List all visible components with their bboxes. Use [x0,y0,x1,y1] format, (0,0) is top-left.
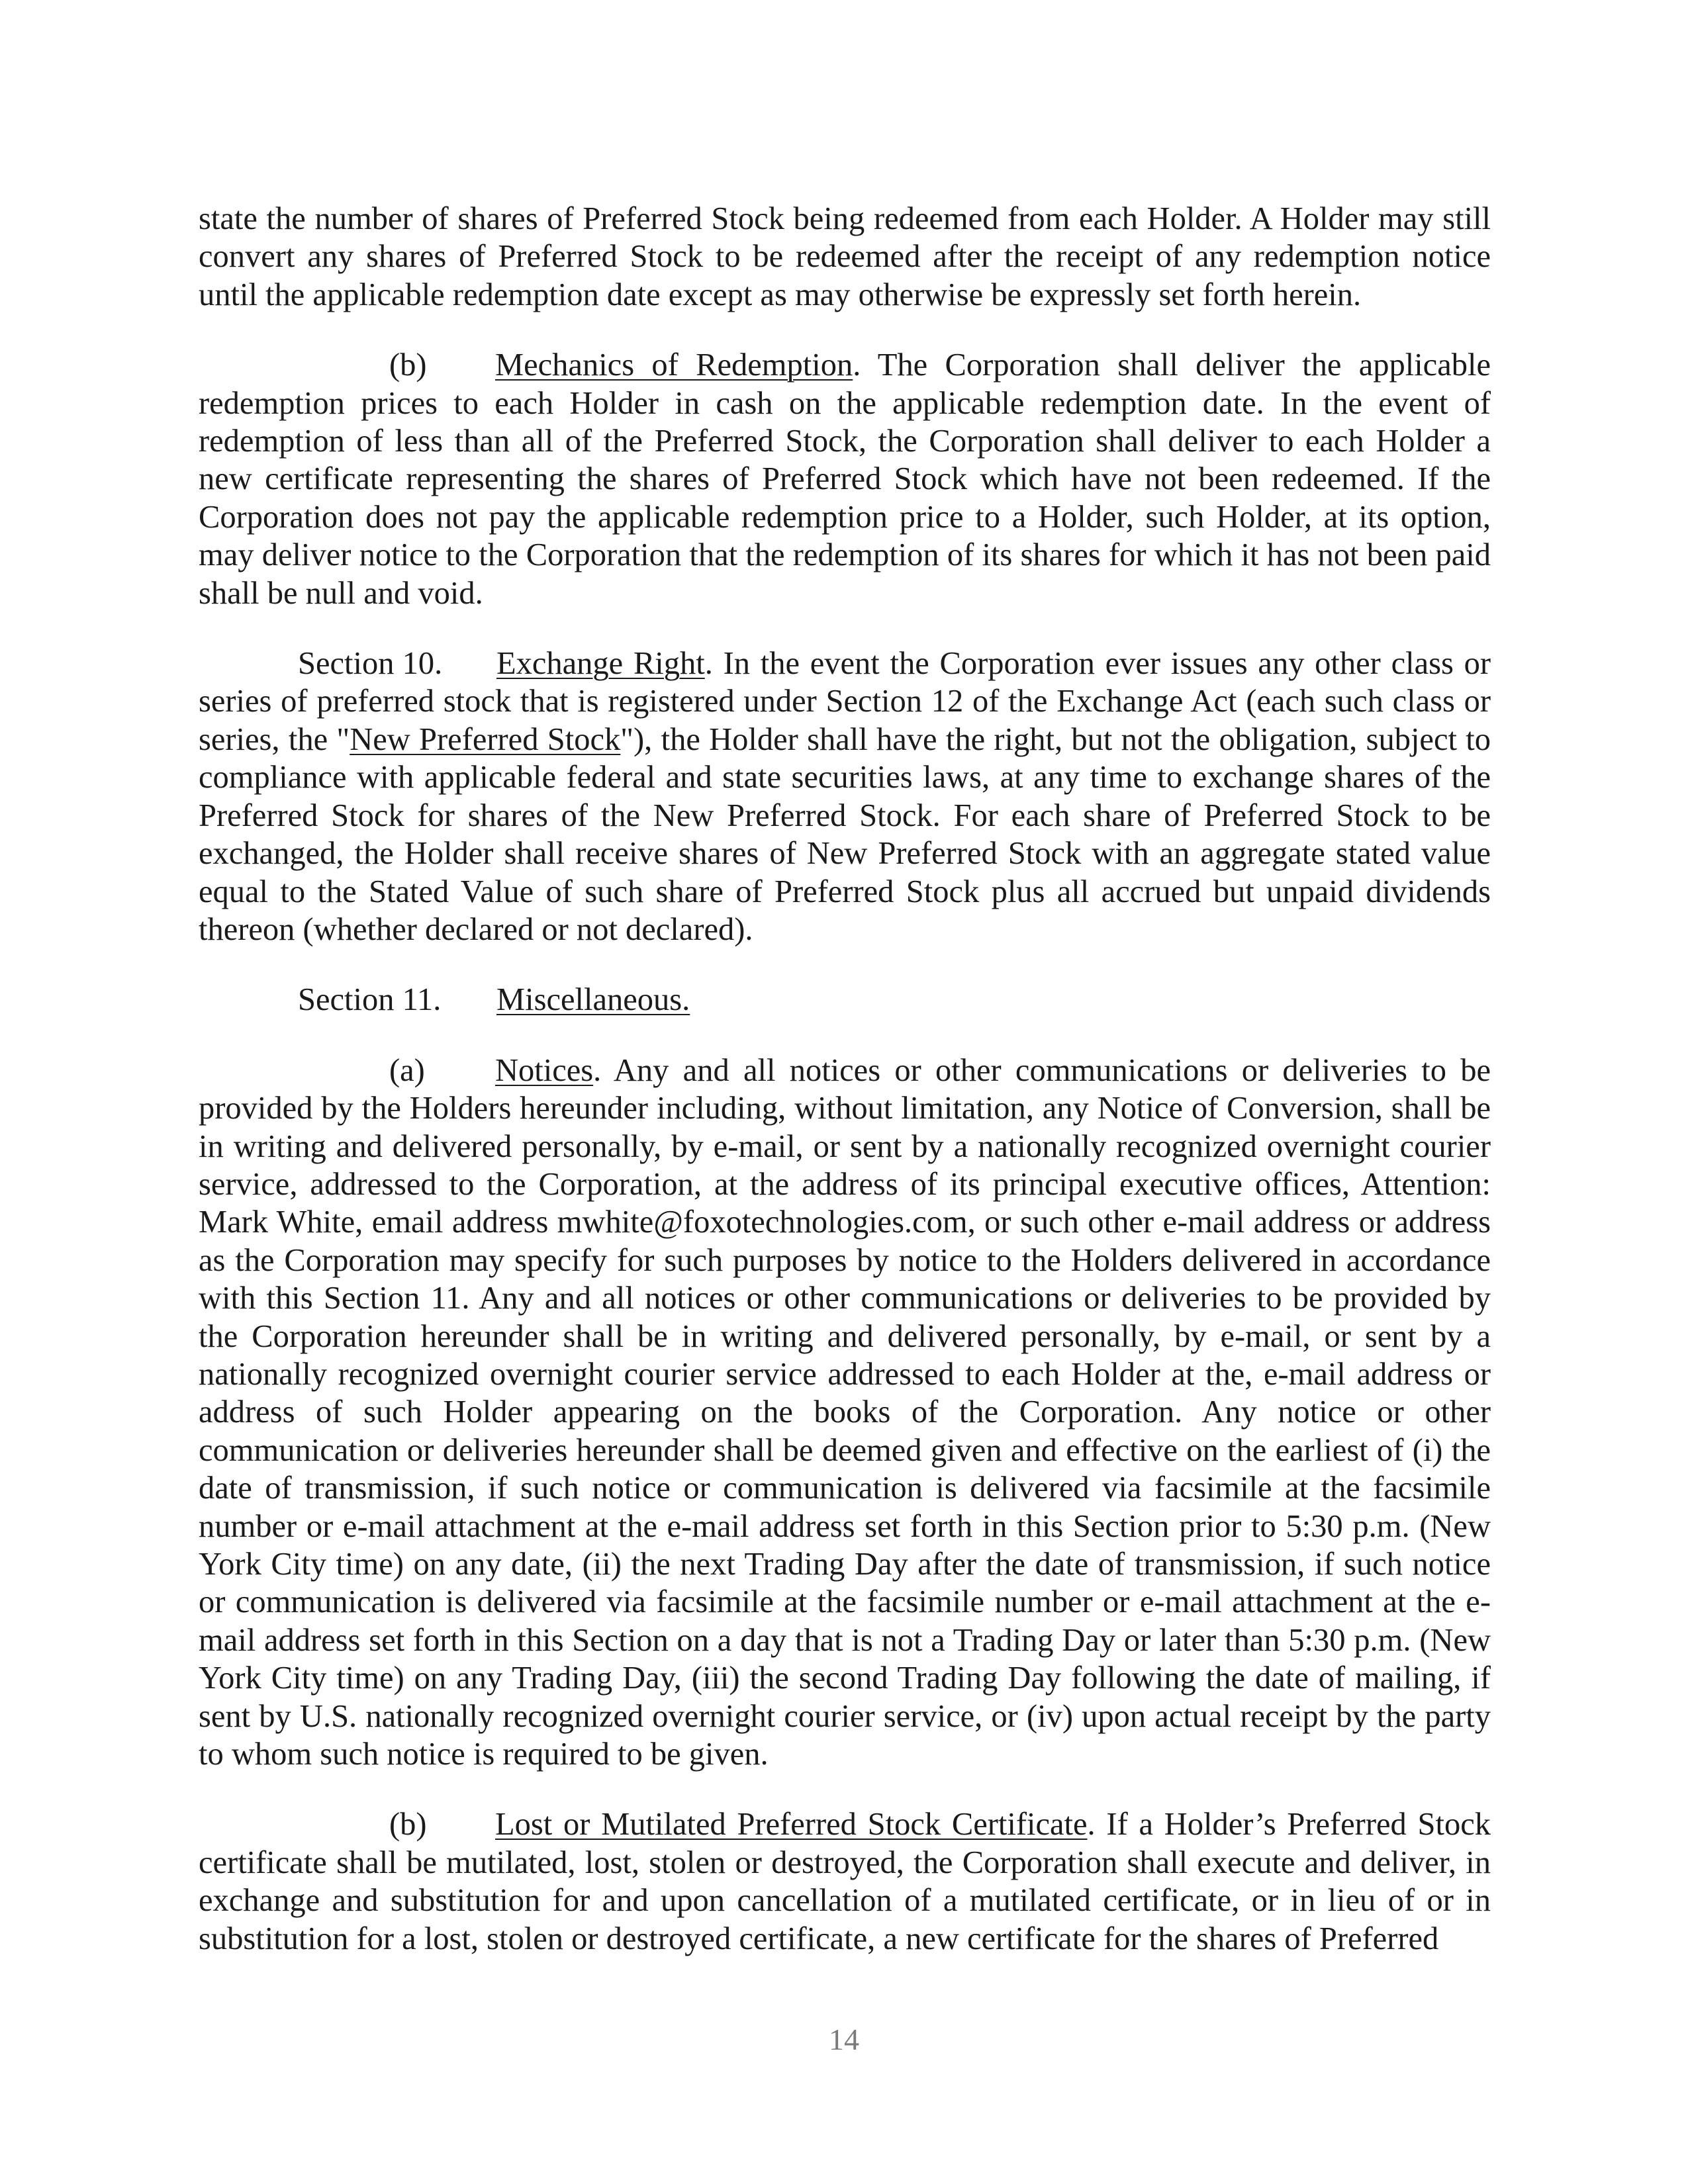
paragraph-text: . If a Holder’s Preferred Stock certificate shall be mutilated, lost, stolen or destroyed, the Corporation shall execute and deliver, in exchange and substitution for and upon cancellation of a mutilated certificate, or in lieu of or in substitution for a lost, stolen or destroyed certificate, a new certificate for the shares of Preferred [199,1807,1491,1956]
clause-heading: Lost or Mutilated Preferred Stock Certificate [495,1807,1088,1843]
paragraph-text: . In the event the Corporation ever issues any other class or series of preferred stock that is registered under Section 12 of the Exchange Act (each such class or series, the " [199,646,1491,757]
paragraph-notices [199,1052,1491,1774]
paragraph-text: . The Corporation shall deliver the applicable redemption prices to each Holder in cash on the applicable redemption date. In the event of redemption of less than all of the Preferred Stock, the Corporation shall deliver to each Holder a new certificate representing the shares of Preferred Stock which have not been redeemed. If the Corporation does not pay the applicable redemption price to a Holder, such Holder, at its option, may deliver notice to the Corporation that the redemption of its shares for which it has not been paid shall be null and void. [199,347,1491,611]
page-number: 14 [829,2023,859,2056]
section-heading: Exchange Right [496,646,705,682]
paragraph-lost-mutilated-certificate [199,1805,1491,1958]
document-body [199,200,1491,1990]
clause-label: (b) [389,347,427,383]
section-heading: Miscellaneous. [496,982,690,1018]
clause-heading: Mechanics of Redemption [495,347,853,383]
paragraph-text: "), the Holder shall have the right, but not the obligation, subject to compliance with applicable federal and state securities laws, at any time to exchange shares of the Preferred Stock for shares of the New Preferred Stock. For each share of Preferred Stock to be exchanged, the Holder shall receive shares of New Preferred Stock with an aggregate stated value equal to the Stated Value of such share of Preferred Stock plus all accrued but unpaid dividends thereon (whether declared or not declared). [199,721,1491,947]
paragraph-text: . Any and all notices or other communications or deliveries to be provided by the Holders hereunder including, without limitation, any Notice of Conversion, shall be in writing and delivered personally, by e-mail, or sent by a nationally recognized overnight courier service, addressed to the Corporation, at the address of its principal executive offices, Attention: Mark White, email address mwhite@foxotechnologies.com, or such other e-mail address or address as the Corporation may specify for such purposes by notice to the Holders delivered in accordance with this Section 11. Any and all notices or other communications or deliveries to be provided by the Corporation hereunder shall be in writing and delivered personally, by e-mail, or sent by a nationally recognized overnight courier service addressed to each Holder at the, e-mail address or address of such Holder appearing on the books of the Corporation. Any notice or other communication or deliveries hereunder shall be deemed given and effective on the earliest of (i) the date of transmission, if such notice or communication is delivered via facsimile at the facsimile number or e-mail attachment at the e-mail address set forth in this Section prior to 5:30 p.m. (New York City time) on any date, (ii) the next Trading Day after the date of transmission, if such notice or communication is delivered via facsimile at the facsimile number or e-mail attachment at the e-mail address set forth in this Section on a day that is not a Trading Day or later than 5:30 p.m. (New York City time) on any Trading Day, (iii) the second Trading Day following the date of mailing, if sent by U.S. nationally recognized overnight courier service, or (iv) upon actual receipt by the party to whom such notice is required to be given. [199,1052,1491,1772]
paragraph-mechanics-of-redemption [199,346,1491,612]
defined-term: New Preferred Stock [350,721,621,757]
paragraph-section-10-exchange-right [199,645,1491,948]
clause-label: (b) [389,1807,427,1843]
paragraph-section-11-miscellaneous [199,981,1491,1019]
section-label: Section 10. [298,646,443,682]
clause-label: (a) [389,1052,425,1088]
clause-heading: Notices [495,1052,594,1088]
paragraph-text: state the number of shares of Preferred Stock being redeemed from each Holder. A Holder may still convert any shares of Preferred Stock to be redeemed after the receipt of any redemption notice until the applicable redemption date except as may otherwise be expressly set forth herein. [199,201,1491,312]
paragraph-redemption-notice-continued [199,200,1491,314]
section-label: Section 11. [298,982,442,1018]
